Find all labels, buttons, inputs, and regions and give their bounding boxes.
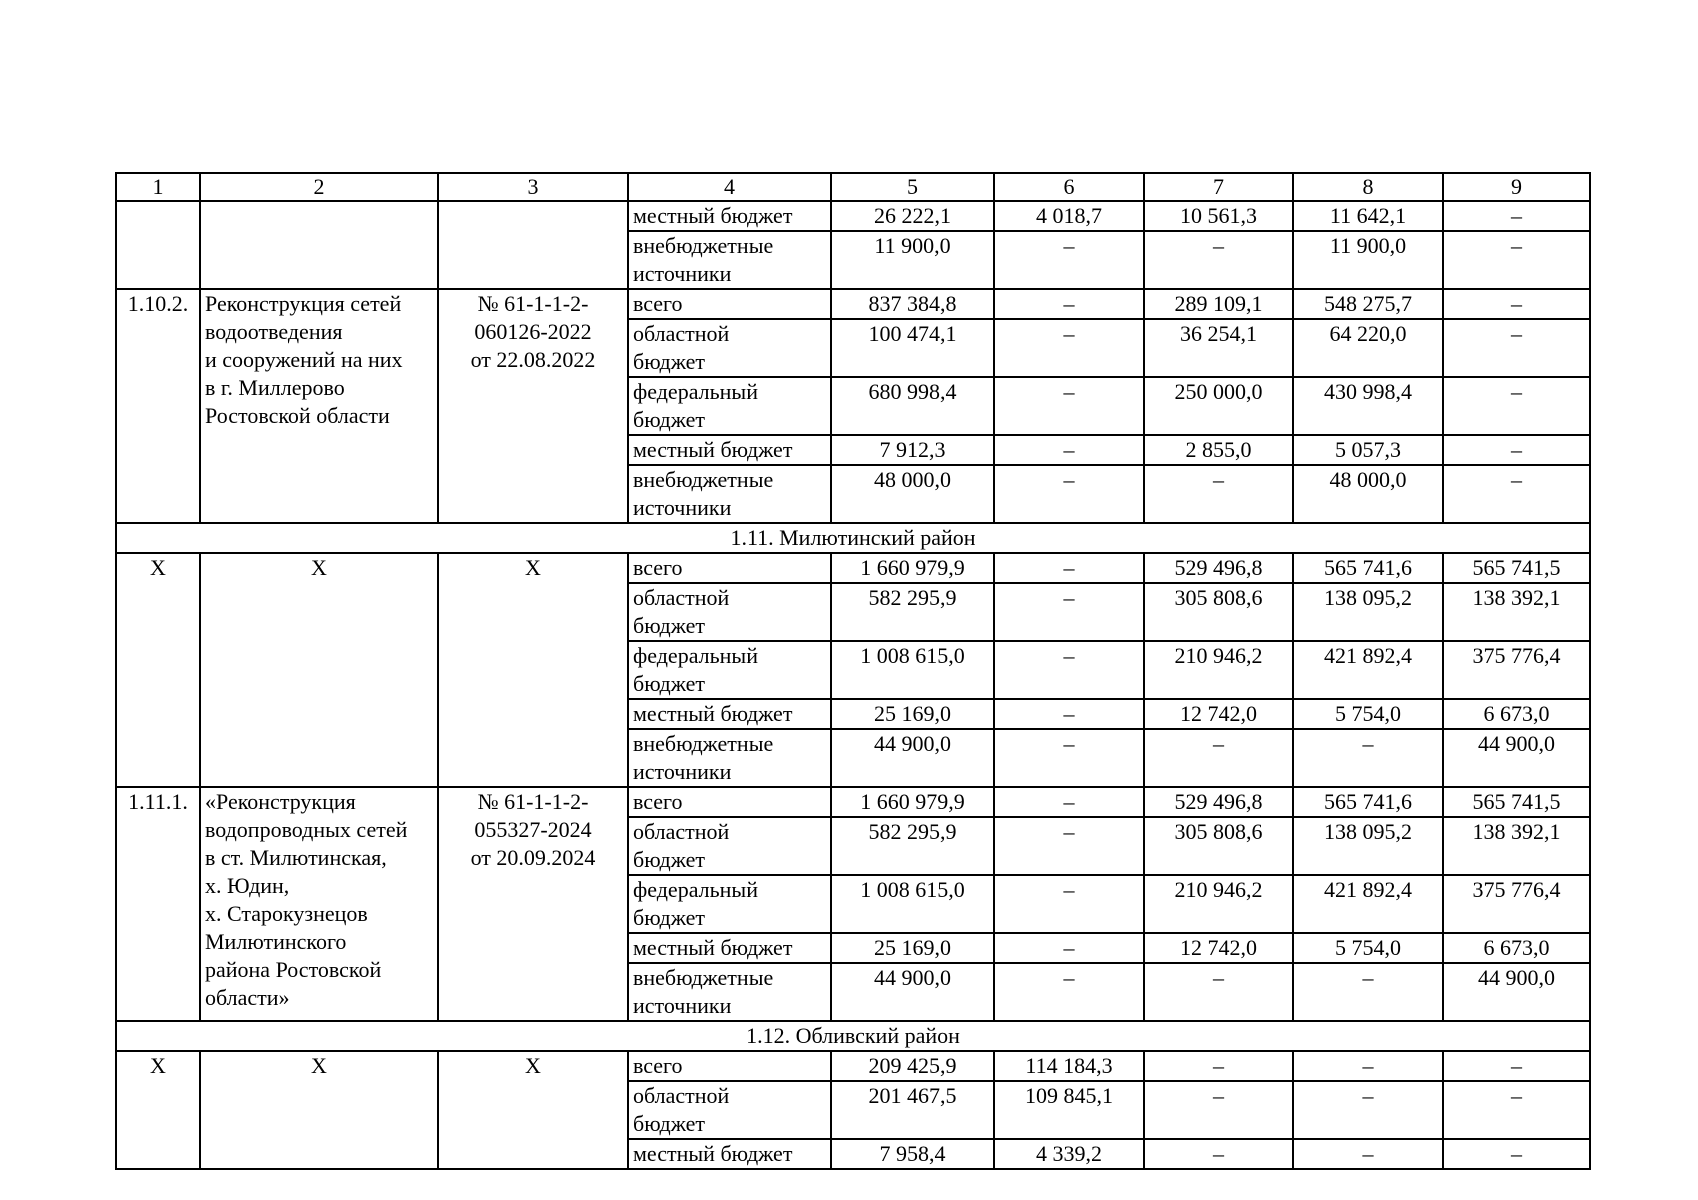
year-value-cell: 12 742,0 (1144, 933, 1293, 963)
total-value-cell: 48 000,0 (831, 465, 994, 523)
funding-source-cell: внебюджетные источники (628, 231, 831, 289)
total-value-cell: 25 169,0 (831, 933, 994, 963)
item-code-cell (438, 201, 628, 289)
year-value-cell: – (1443, 201, 1590, 231)
total-value-cell: 1 660 979,9 (831, 787, 994, 817)
total-value-cell: 582 295,9 (831, 583, 994, 641)
year-value-cell: – (994, 641, 1144, 699)
year-value-cell: – (1293, 1139, 1443, 1169)
year-value-cell: – (1293, 1051, 1443, 1081)
year-value-cell: – (994, 465, 1144, 523)
table-row (116, 201, 1590, 231)
item-name-cell: Х (200, 1051, 438, 1169)
year-value-cell: 565 741,5 (1443, 553, 1590, 583)
year-value-cell: 421 892,4 (1293, 641, 1443, 699)
total-value-cell: 7 912,3 (831, 435, 994, 465)
year-value-cell: 44 900,0 (1443, 729, 1590, 787)
year-value-cell: – (1144, 963, 1293, 1021)
year-value-cell: 375 776,4 (1443, 641, 1590, 699)
year-value-cell: 210 946,2 (1144, 641, 1293, 699)
column-number-header-row (116, 173, 1590, 201)
funding-source-cell: федеральный бюджет (628, 875, 831, 933)
year-value-cell: 36 254,1 (1144, 319, 1293, 377)
year-value-cell: 11 642,1 (1293, 201, 1443, 231)
year-value-cell: 375 776,4 (1443, 875, 1590, 933)
funding-source-cell: областной бюджет (628, 319, 831, 377)
column-number-2: 2 (200, 173, 438, 201)
funding-source-cell: местный бюджет (628, 435, 831, 465)
column-number-9: 9 (1443, 173, 1590, 201)
year-value-cell: 138 392,1 (1443, 583, 1590, 641)
year-value-cell: – (994, 289, 1144, 319)
year-value-cell: 109 845,1 (994, 1081, 1144, 1139)
total-value-cell: 209 425,9 (831, 1051, 994, 1081)
total-value-cell: 11 900,0 (831, 231, 994, 289)
table-body (116, 173, 1590, 1169)
year-value-cell: 4 018,7 (994, 201, 1144, 231)
year-value-cell: 529 496,8 (1144, 787, 1293, 817)
year-value-cell: 4 339,2 (994, 1139, 1144, 1169)
year-value-cell: 44 900,0 (1443, 963, 1590, 1021)
section-title: 1.11. Милютинский район (116, 523, 1590, 553)
year-value-cell: 138 392,1 (1443, 817, 1590, 875)
total-value-cell: 44 900,0 (831, 729, 994, 787)
year-value-cell: 64 220,0 (1293, 319, 1443, 377)
year-value-cell: 565 741,5 (1443, 787, 1590, 817)
year-value-cell: 6 673,0 (1443, 699, 1590, 729)
item-name-cell: «Реконструкция водопроводных сетей в ст. Милютинская, х. Юдин, х. Старокузнецов Милютинского района Ростовской области» (200, 787, 438, 1021)
item-name-cell: Х (200, 553, 438, 787)
funding-source-cell: федеральный бюджет (628, 377, 831, 435)
total-value-cell: 7 958,4 (831, 1139, 994, 1169)
year-value-cell: 12 742,0 (1144, 699, 1293, 729)
year-value-cell: 138 095,2 (1293, 817, 1443, 875)
year-value-cell: 114 184,3 (994, 1051, 1144, 1081)
year-value-cell: – (994, 699, 1144, 729)
year-value-cell: – (1443, 319, 1590, 377)
year-value-cell: – (994, 553, 1144, 583)
year-value-cell: – (1144, 1139, 1293, 1169)
funding-source-cell: областной бюджет (628, 1081, 831, 1139)
section-row (116, 523, 1590, 553)
year-value-cell: 305 808,6 (1144, 817, 1293, 875)
year-value-cell: – (1443, 1081, 1590, 1139)
funding-source-cell: областной бюджет (628, 583, 831, 641)
funding-source-cell: внебюджетные источники (628, 729, 831, 787)
year-value-cell: – (1443, 231, 1590, 289)
year-value-cell: 565 741,6 (1293, 787, 1443, 817)
year-value-cell: 529 496,8 (1144, 553, 1293, 583)
total-value-cell: 1 660 979,9 (831, 553, 994, 583)
total-value-cell: 25 169,0 (831, 699, 994, 729)
section-title: 1.12. Обливский район (116, 1021, 1590, 1051)
year-value-cell: – (1144, 231, 1293, 289)
year-value-cell: 138 095,2 (1293, 583, 1443, 641)
year-value-cell: – (1443, 465, 1590, 523)
column-number-5: 5 (831, 173, 994, 201)
item-name-cell: Реконструкция сетей водоотведения и сооружений на них в г. Миллерово Ростовской области (200, 289, 438, 523)
year-value-cell: – (1443, 377, 1590, 435)
year-value-cell: – (994, 933, 1144, 963)
year-value-cell: 48 000,0 (1293, 465, 1443, 523)
funding-source-cell: местный бюджет (628, 1139, 831, 1169)
year-value-cell: 421 892,4 (1293, 875, 1443, 933)
year-value-cell: – (1144, 729, 1293, 787)
column-number-3: 3 (438, 173, 628, 201)
budget-table (115, 172, 1591, 1170)
total-value-cell: 44 900,0 (831, 963, 994, 1021)
funding-source-cell: внебюджетные источники (628, 963, 831, 1021)
item-code-cell: Х (438, 1051, 628, 1169)
item-code-cell: Х (438, 553, 628, 787)
column-number-8: 8 (1293, 173, 1443, 201)
item-number-cell (116, 201, 200, 289)
year-value-cell: 305 808,6 (1144, 583, 1293, 641)
funding-source-cell: всего (628, 289, 831, 319)
year-value-cell: – (994, 435, 1144, 465)
funding-source-cell: местный бюджет (628, 933, 831, 963)
year-value-cell: – (994, 583, 1144, 641)
column-number-7: 7 (1144, 173, 1293, 201)
total-value-cell: 201 467,5 (831, 1081, 994, 1139)
year-value-cell: – (994, 319, 1144, 377)
year-value-cell: – (994, 729, 1144, 787)
year-value-cell: – (1443, 289, 1590, 319)
total-value-cell: 100 474,1 (831, 319, 994, 377)
year-value-cell: – (1443, 435, 1590, 465)
year-value-cell: – (1293, 963, 1443, 1021)
total-value-cell: 837 384,8 (831, 289, 994, 319)
year-value-cell: – (1293, 729, 1443, 787)
year-value-cell: – (1144, 1051, 1293, 1081)
total-value-cell: 680 998,4 (831, 377, 994, 435)
funding-source-cell: местный бюджет (628, 699, 831, 729)
total-value-cell: 1 008 615,0 (831, 641, 994, 699)
year-value-cell: 6 673,0 (1443, 933, 1590, 963)
item-number-cell: 1.11.1. (116, 787, 200, 1021)
year-value-cell: – (994, 963, 1144, 1021)
year-value-cell: – (994, 817, 1144, 875)
year-value-cell: 289 109,1 (1144, 289, 1293, 319)
year-value-cell: – (1144, 1081, 1293, 1139)
total-value-cell: 1 008 615,0 (831, 875, 994, 933)
column-number-4: 4 (628, 173, 831, 201)
item-name-cell (200, 201, 438, 289)
column-number-1: 1 (116, 173, 200, 201)
funding-source-cell: областной бюджет (628, 817, 831, 875)
year-value-cell: – (1293, 1081, 1443, 1139)
funding-source-cell: федеральный бюджет (628, 641, 831, 699)
year-value-cell: 5 754,0 (1293, 933, 1443, 963)
funding-source-cell: всего (628, 553, 831, 583)
year-value-cell: 430 998,4 (1293, 377, 1443, 435)
funding-source-cell: всего (628, 787, 831, 817)
year-value-cell: 5 754,0 (1293, 699, 1443, 729)
year-value-cell: 10 561,3 (1144, 201, 1293, 231)
year-value-cell: 2 855,0 (1144, 435, 1293, 465)
year-value-cell: – (994, 787, 1144, 817)
item-code-cell: № 61-1-1-2- 055327-2024 от 20.09.2024 (438, 787, 628, 1021)
year-value-cell: 11 900,0 (1293, 231, 1443, 289)
year-value-cell: 565 741,6 (1293, 553, 1443, 583)
table-row (116, 289, 1590, 319)
item-number-cell: 1.10.2. (116, 289, 200, 523)
year-value-cell: – (994, 377, 1144, 435)
year-value-cell: 250 000,0 (1144, 377, 1293, 435)
item-code-cell: № 61-1-1-2- 060126-2022 от 22.08.2022 (438, 289, 628, 523)
year-value-cell: – (1144, 465, 1293, 523)
year-value-cell: – (1443, 1139, 1590, 1169)
funding-source-cell: всего (628, 1051, 831, 1081)
table-row (116, 553, 1590, 583)
year-value-cell: 210 946,2 (1144, 875, 1293, 933)
total-value-cell: 26 222,1 (831, 201, 994, 231)
table-row (116, 1051, 1590, 1081)
year-value-cell: 548 275,7 (1293, 289, 1443, 319)
table-row (116, 787, 1590, 817)
item-number-cell: Х (116, 1051, 200, 1169)
section-row (116, 1021, 1590, 1051)
year-value-cell: 5 057,3 (1293, 435, 1443, 465)
funding-source-cell: местный бюджет (628, 201, 831, 231)
year-value-cell: – (994, 875, 1144, 933)
year-value-cell: – (994, 231, 1144, 289)
year-value-cell: – (1443, 1051, 1590, 1081)
column-number-6: 6 (994, 173, 1144, 201)
funding-source-cell: внебюджетные источники (628, 465, 831, 523)
total-value-cell: 582 295,9 (831, 817, 994, 875)
item-number-cell: Х (116, 553, 200, 787)
